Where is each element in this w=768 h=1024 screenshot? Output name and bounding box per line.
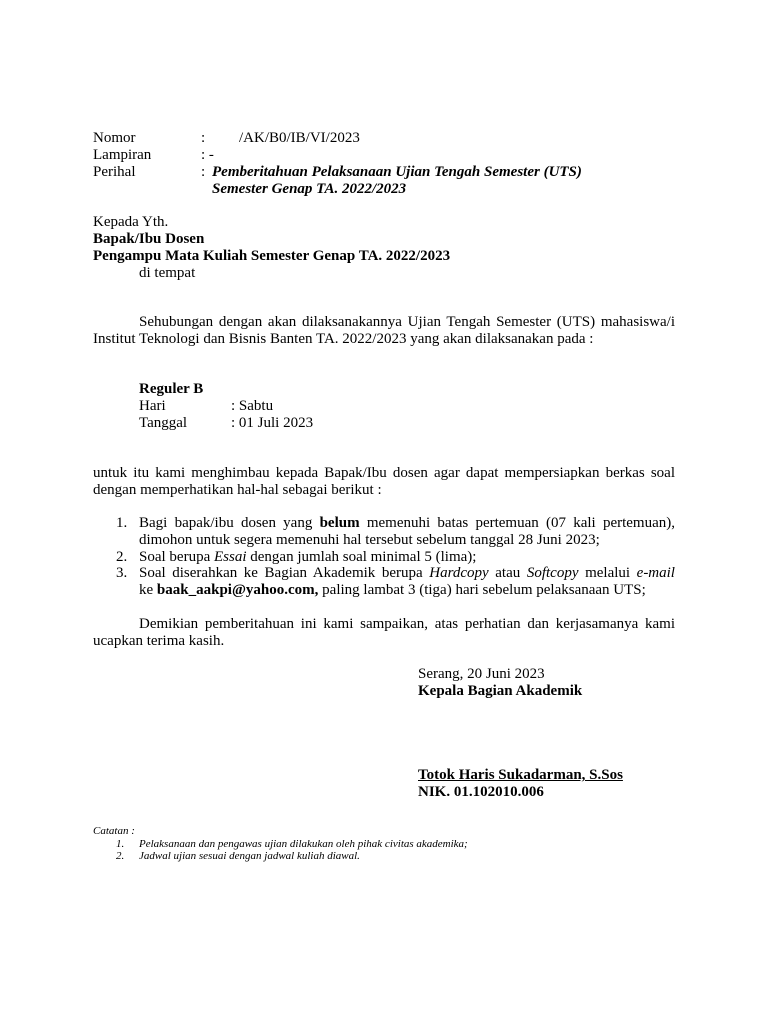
schedule-hari-value: : Sabtu bbox=[231, 398, 274, 414]
schedule-tanggal-label: Tanggal bbox=[139, 415, 188, 431]
list-item-1 bbox=[139, 515, 675, 549]
list-item-3-hardcopy: Hardcopy bbox=[429, 565, 489, 581]
perihal-colon: : bbox=[201, 164, 206, 180]
list-item-1-number: 1. bbox=[116, 515, 128, 531]
signature-name: Totok Haris Sukadarman, S.Sos bbox=[418, 767, 623, 783]
recipient-line1: Bapak/Ibu Dosen bbox=[93, 231, 205, 247]
list-item-2-text-post: dengan jumlah soal minimal 5 (lima); bbox=[246, 549, 477, 565]
list-item-3-text-mid2: melalui bbox=[578, 565, 637, 581]
note-2-text: Jadwal ujian sesuai dengan jadwal kuliah diawal. bbox=[139, 850, 360, 862]
list-item-1-bold: belum bbox=[319, 515, 360, 531]
closing-paragraph: Demikian pemberitahuan ini kami sampaikan, atas perhatian dan kerjasamanya kami ucapkan terima kasih. bbox=[93, 616, 675, 649]
recipient-line2: Pengampu Mata Kuliah Semester Genap TA. 2022/2023 bbox=[93, 248, 451, 264]
perihal-line1: Pemberitahuan Pelaksanaan Ujian Tengah Semester (UTS) bbox=[212, 164, 582, 180]
perihal-line2: Semester Genap TA. 2022/2023 bbox=[212, 181, 407, 197]
body-paragraph-2: untuk itu kami menghimbau kepada Bapak/Ibu dosen agar dapat mempersiapkan berkas soal dengan memperhatikan hal-hal sebagai berikut : bbox=[93, 465, 675, 498]
list-item-3-softcopy: Softcopy bbox=[526, 565, 579, 581]
list-item-3-line-2 bbox=[139, 582, 646, 599]
note-1-text: Pelaksanaan dan pengawas ujian dilakukan oleh pihak civitas akademika; bbox=[139, 838, 468, 850]
recipient-kepada: Kepada Yth. bbox=[93, 214, 169, 230]
signature-position: Kepala Bagian Akademik bbox=[418, 683, 583, 699]
list-item-3-line2-pre: ke bbox=[139, 582, 157, 598]
list-item-3-number: 3. bbox=[116, 565, 128, 581]
list-item-3-line2-post: paling lambat 3 (tiga) hari sebelum pelaksanaan UTS; bbox=[318, 582, 646, 598]
list-item-2-number: 2. bbox=[116, 549, 128, 565]
list-item-1-text-post: memenuhi batas pertemuan (07 kali pertemuan), dimohon untuk segera memenuhi hal tersebut sebelum tanggal 28 Juni 2023; bbox=[139, 515, 675, 548]
list-item-3-email-word: e-mail bbox=[636, 565, 675, 581]
list-item-2-italic: Essai bbox=[213, 549, 247, 565]
list-item-2-text-pre: Soal berupa bbox=[139, 549, 214, 565]
body-paragraph-1: Sehubungan dengan akan dilaksanakannya Ujian Tengah Semester (UTS) mahasiswa/i Institut Teknologi dan Bisnis Banten TA. 2022/2023 yang akan dilaksanakan pada : bbox=[93, 314, 675, 347]
list-item-3-text-mid1: atau bbox=[488, 565, 527, 581]
list-item-3-line-1 bbox=[139, 565, 675, 582]
schedule-tanggal-value: : 01 Juli 2023 bbox=[231, 415, 314, 431]
notes-title: Catatan : bbox=[93, 825, 135, 837]
lampiran-label: Lampiran bbox=[93, 147, 152, 163]
nomor-colon: : bbox=[201, 130, 206, 146]
list-item-2 bbox=[139, 549, 476, 566]
list-item-3-email-address: baak_aakpi@yahoo.com, bbox=[156, 582, 319, 598]
signature-nik: NIK. 01.102010.006 bbox=[418, 784, 544, 800]
note-2-number: 2. bbox=[116, 850, 125, 862]
list-item-3-text-pre: Soal diserahkan ke Bagian Akademik berupa bbox=[139, 565, 430, 581]
signature-place-date: Serang, 20 Juni 2023 bbox=[418, 666, 545, 682]
list-item-1-text-pre: Bagi bapak/ibu dosen yang bbox=[139, 515, 320, 531]
lampiran-value: : - bbox=[201, 147, 214, 163]
schedule-hari-label: Hari bbox=[139, 398, 166, 414]
nomor-value: /AK/B0/IB/VI/2023 bbox=[239, 130, 360, 146]
perihal-label: Perihal bbox=[93, 164, 136, 180]
note-1-number: 1. bbox=[116, 838, 125, 850]
recipient-place: di tempat bbox=[139, 265, 196, 281]
nomor-label: Nomor bbox=[93, 130, 136, 146]
schedule-title: Reguler B bbox=[139, 381, 204, 397]
